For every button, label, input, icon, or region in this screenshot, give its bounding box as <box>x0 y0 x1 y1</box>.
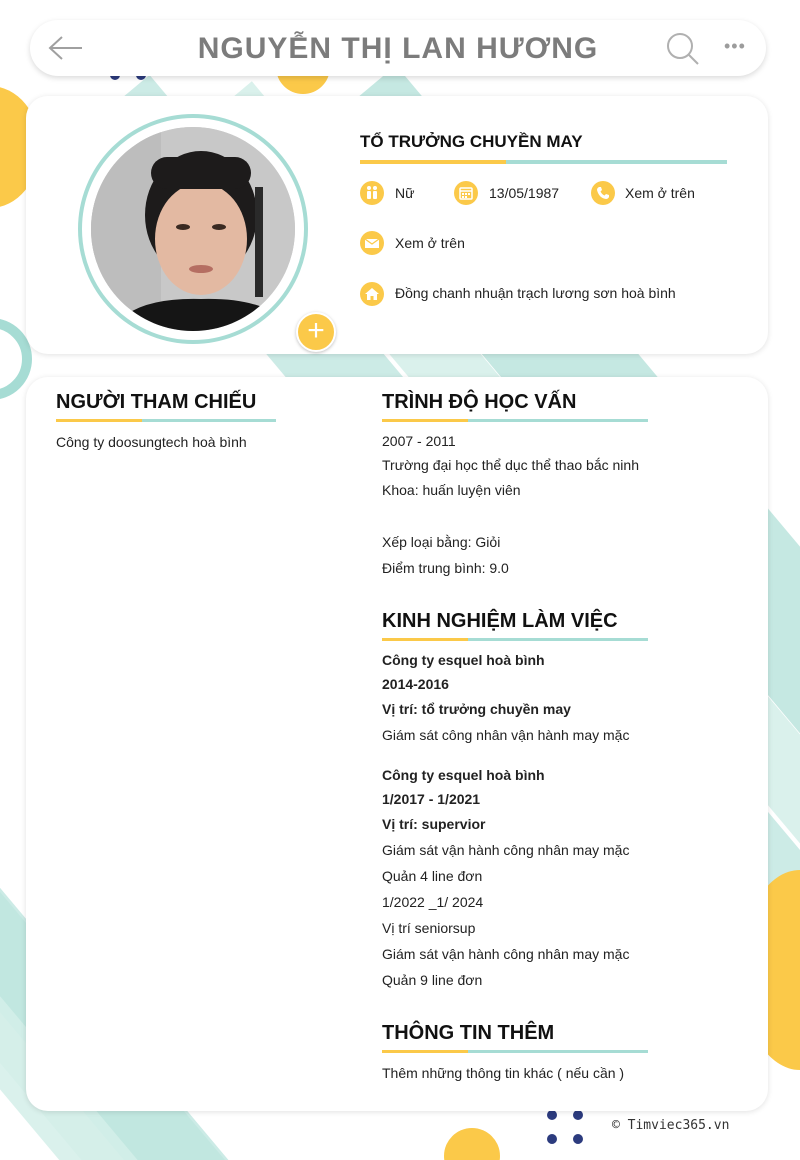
references-title: NGƯỜI THAM CHIẾU <box>56 391 257 413</box>
job1-company: Công ty esquel hoà bình <box>382 652 545 668</box>
education-gpa: Điểm trung bình: 9.0 <box>382 560 509 576</box>
education-period: 2007 - 2011 <box>382 433 456 449</box>
references-text: Công ty doosungtech hoà bình <box>56 434 247 450</box>
references-underline <box>56 419 276 422</box>
job1-description: Giám sát công nhân vận hành may mặc <box>382 727 630 743</box>
education-title: TRÌNH ĐỘ HỌC VẤN <box>382 391 577 413</box>
additional-title: THÔNG TIN THÊM <box>382 1022 555 1044</box>
job2-company: Công ty esquel hoà bình <box>382 767 545 783</box>
job2-position: Vị trí: supervior <box>382 816 486 832</box>
copyright-text: © Timviec365.vn <box>612 1118 730 1133</box>
profile-card <box>26 96 768 354</box>
avatar <box>91 127 295 331</box>
gender-icon <box>360 181 384 205</box>
education-faculty: Khoa: huấn luyện viên <box>382 482 521 498</box>
email-icon <box>360 231 384 255</box>
job2-line: Giám sát vận hành công nhân may mặc <box>382 842 630 858</box>
job2-line: 1/2022 _1/ 2024 <box>382 894 484 910</box>
email-value: Xem ở trên <box>395 235 465 251</box>
home-icon <box>360 282 384 306</box>
job2-period: 1/2017 - 1/2021 <box>382 791 481 807</box>
job2-line: Quản 9 line đơn <box>382 972 483 988</box>
header-bar <box>30 20 766 76</box>
add-photo-button[interactable]: + <box>296 312 336 352</box>
avatar-frame <box>78 114 325 347</box>
education-rank: Xếp loại bằng: Giỏi <box>382 534 501 550</box>
phone-icon <box>591 181 615 205</box>
gender-value: Nữ <box>395 185 415 201</box>
experience-underline <box>382 638 648 641</box>
experience-title: KINH NGHIỆM LÀM VIỆC <box>382 610 618 632</box>
candidate-name: NGUYỄN THỊ LAN HƯƠNG <box>197 32 599 65</box>
more-options-icon[interactable]: ••• <box>724 36 746 56</box>
job-title-underline <box>360 160 727 164</box>
education-school: Trường đại học thể dục thể thao bắc ninh <box>382 457 639 473</box>
additional-text: Thêm những thông tin khác ( nếu cần ) <box>382 1065 625 1081</box>
calendar-icon <box>454 181 478 205</box>
job2-line: Vị trí seniorsup <box>382 920 476 936</box>
education-underline <box>382 419 648 422</box>
main-card <box>26 377 768 1111</box>
job1-period: 2014-2016 <box>382 676 449 692</box>
additional-underline <box>382 1050 648 1053</box>
job2-line: Giám sát vận hành công nhân may mặc <box>382 946 630 962</box>
job2-line: Quản 4 line đơn <box>382 868 483 884</box>
job1-position: Vị trí: tổ trưởng chuyền may <box>382 701 571 717</box>
search-icon[interactable] <box>666 32 700 66</box>
job-title: TỔ TRƯỞNG CHUYỀN MAY <box>360 132 583 151</box>
phone-value: Xem ở trên <box>625 185 695 201</box>
address-value: Đồng chanh nhuận trạch lương sơn hoà bình <box>395 285 676 301</box>
birthday-value: 13/05/1987 <box>489 185 560 201</box>
